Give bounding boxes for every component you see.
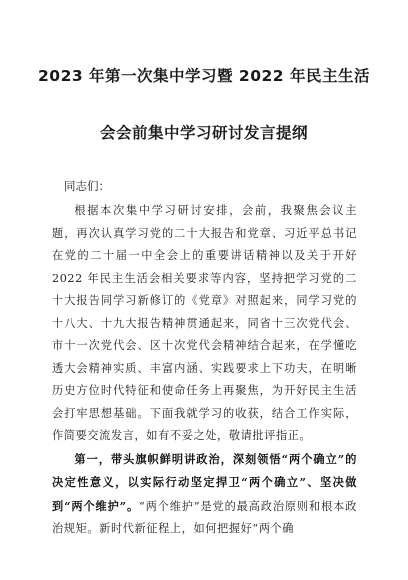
paragraph-first-point (52, 448, 357, 541)
document-title-line-2: 会会前集中学习研讨发言提纲 (99, 124, 308, 142)
first-point-text: “两个维护”是党的最高政治原则和根本政治规矩。新时代新征程上，如何把握好“两个确 (52, 499, 358, 535)
salutation: 同志们： (64, 179, 110, 193)
paragraph-intro: 根据本次集中学习研讨安排，会前，我聚焦会议主题，再次认真学习党的二十大报告和党章、习近平总书记在党的二十届一中全会上的重要讲话精神以及关于开好 2022 年民主生活会相关要求等内容，坚持把学习党的二十大报告同学习新修订的《党章》对照起来，同学习党的十八大、十九大报告精神贯通起来，同省十三次党代会、市十一次党代会、区十次党代会精神结合起来，在学懂吃透大会精神实质、丰富内涵、实践要求上下功夫，在明晰历史方位时代特征和使命任务上再聚焦，为开好民主生活会打牢思想基础。下面我就学习的收获，结合工作实际，作简要交流发言，如有不妥之处，敬请批评指正。 (52, 204, 357, 442)
first-point-heading: 第一，带头旗帜鲜明讲政治，深刻领悟“两个确立”的决定性意义，以实际行动坚定捍卫“两个确立”、坚决做到“两个维护”。 (52, 451, 357, 513)
document-title-line-1: 2023 年第一次集中学习暨 2022 年民主生活 (38, 67, 370, 85)
document-body (52, 200, 357, 541)
